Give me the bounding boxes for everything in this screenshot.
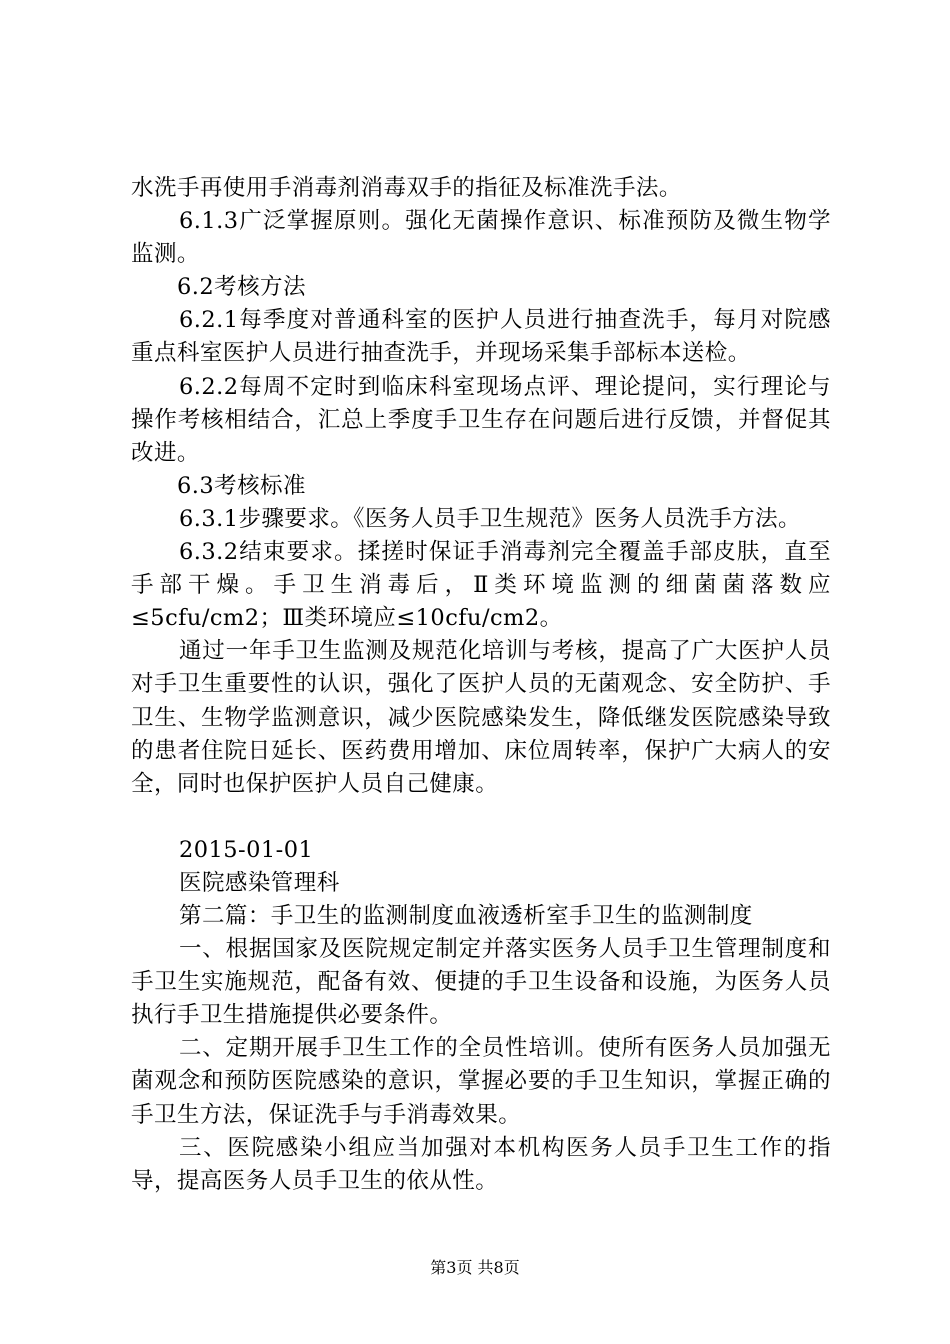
paragraph-item-3: 三、医院感染小组应当加强对本机构医务人员手卫生工作的指导，提高医务人员手卫生的依从性。 [131,1134,831,1194]
paragraph-summary: 通过一年手卫生监测及规范化培训与考核，提高了广大医护人员对手卫生重要性的认识，强化了医护人员的无菌观念、安全防护、手卫生、生物学监测意识，减少医院感染发生，降低继发医院感染导致的患者住院日延长、医药费用增加、床位周转率，保护广大病人的安全，同时也保护医护人员自己健康。 [131,638,831,797]
paragraph-6-3-1: 6.3.1步骤要求。《医务人员手卫生规范》医务人员洗手方法。 [179,505,802,532]
paragraph-item-2: 二、定期开展手卫生工作的全员性培训。使所有医务人员加强无菌观念和预防医院感染的意识，掌握必要的手卫生知识，掌握正确的手卫生方法，保证洗手与手消毒效果。 [131,1035,831,1128]
document-date: 2015-01-01 [179,836,314,863]
paragraph-6-2-2: 6.2.2每周不定时到临床科室现场点评、理论提问，实行理论与操作考核相结合，汇总上季度手卫生存在问题后进行反馈，并督促其改进。 [131,373,831,466]
paragraph-6-2-1: 6.2.1每季度对普通科室的医护人员进行抽查洗手，每月对院感重点科室医护人员进行抽查洗手，并现场采集手部标本送检。 [131,307,831,367]
paragraph-item-1: 一、根据国家及医院规定制定并落实医务人员手卫生管理制度和手卫生实施规范，配备有效、便捷的手卫生设备和设施，为医务人员执行手卫生措施提供必要条件。 [131,936,831,1029]
heading-6-3: 6.3考核标准 [177,472,306,499]
document-body [131,172,831,1198]
section-title: 第二篇：手卫生的监测制度血液透析室手卫生的监测制度 [179,902,753,929]
blank-line [131,801,831,834]
page-footer: 第3页 共8页 [430,1258,520,1277]
heading-6-2: 6.2考核方法 [177,274,306,301]
document-department: 医院感染管理科 [179,869,340,896]
paragraph-6-3-2: 6.3.2结束要求。揉搓时保证手消毒剂完全覆盖手部皮肤，直至手部干燥。手卫生消毒后，Ⅱ类环境监测的细菌菌落数应≤5cfu/cm2；Ⅲ类环境应≤10cfu/cm2。 [131,539,831,632]
paragraph-6-1-3: 6.1.3广泛掌握原则。强化无菌操作意识、标准预防及微生物学监测。 [131,208,831,268]
paragraph-continuation: 水洗手再使用手消毒剂消毒双手的指征及标准洗手法。 [131,175,682,201]
